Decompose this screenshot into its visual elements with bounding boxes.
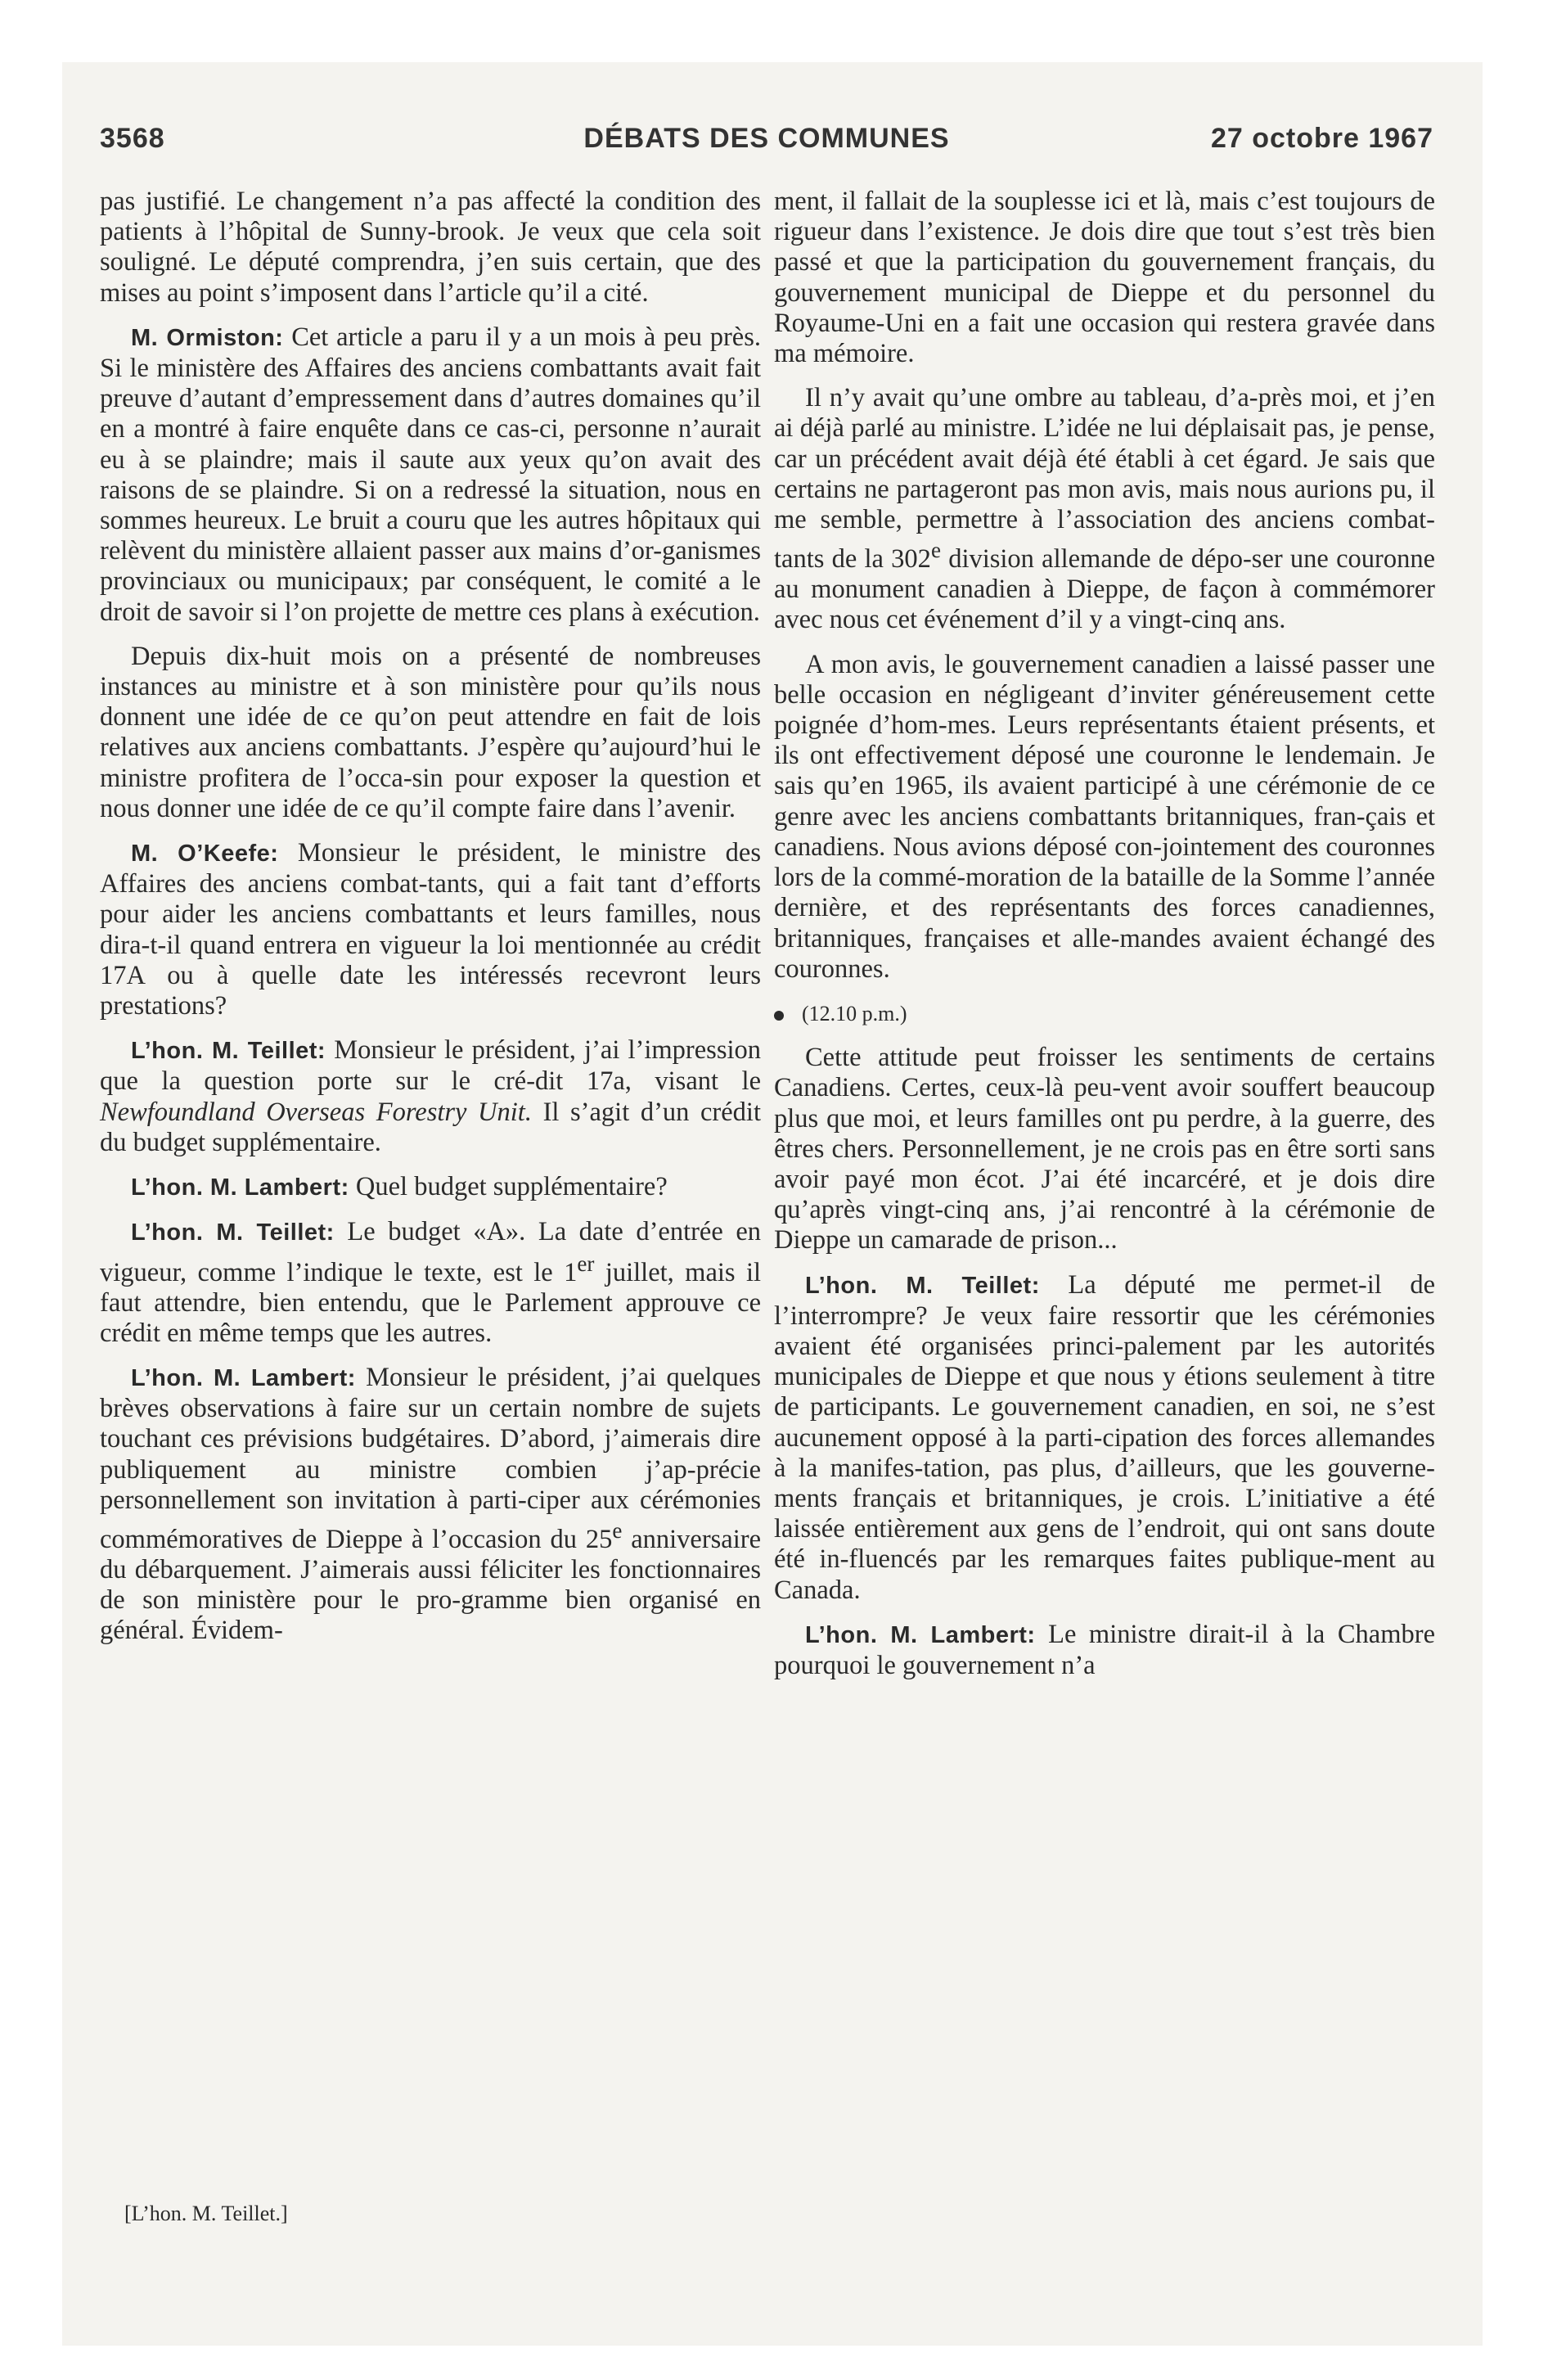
speaker-name: L’hon. M. Lambert: xyxy=(805,1621,1036,1648)
paragraph: M. Ormiston: Cet article a paru il y a un mois à peu près. Si le ministère des Affaires des anciens combattants avait fait preuve d’autant d’empressement dans d’autres domaines qu’il en a montré à faire enquête dans ce cas-ci, personne n’aurait eu à se plaindre; mais il saute aux yeux qu’on avait des raisons de se plaindre. Si on a redressé la situation, nous en sommes heureux. Le bruit a couru que les autres hôpitaux qui relèvent du ministère allaient passer aux mains d’or-ganismes provinciaux ou municipaux; par conséquent, le comité a le droit de savoir si l’on projette de mettre ces plans à exécution. xyxy=(100,322,761,627)
speaker-name: L’hon. M. Teillet: xyxy=(131,1038,326,1065)
paragraph: Il n’y avait qu’une ombre au tableau, d’a-près moi, et j’en ai déjà parlé au ministre. L’idée ne lui déplaisait pas, je pense, car un précédent avait déjà été établi à cet égard. Je sais que certains ne partageront pas mon avis, mais nous aurions pu, il me semble, permettre à l’association des anciens combat-tants de la 302e division allemande de dépo-ser une couronne au monument canadien à Dieppe, de façon à commémorer avec nous cet événement d’il y a vingt-cinq ans. xyxy=(774,383,1435,635)
paragraph: ment, il fallait de la souplesse ici et là, mais c’est toujours de rigueur dans l’existence. Je dois dire que tout s’est très bien passé et que la participation du gouvernement français, du gouvernement municipal de Dieppe et du personnel du Royaume-Uni en a fait une occasion qui restera gravée dans ma mémoire. xyxy=(774,187,1435,369)
speaker-name: M. Ormiston: xyxy=(131,324,284,351)
italic-title: Newfoundland Overseas Forestry Unit. xyxy=(100,1097,532,1127)
right-column xyxy=(774,187,1435,1681)
page-title: DÉBATS DES COMMUNES xyxy=(583,123,950,154)
paragraph: A mon avis, le gouvernement canadien a laissé passer une belle occasion en négligeant d’inviter généreusement cette poignée d’hom-mes. Leurs représentants étaient présents, et ils ont effectivement déposé une couronne le lendemain. Je sais qu’en 1965, ils avaient participé à une cérémonie de ce genre avec les anciens combattants britanniques, fran-çais et canadiens. Nous avions déposé con-jointement des couronnes lors de la commé-moration de la bataille de la Somme l’année dernière, et des représentants des forces canadiennes, britanniques, françaises et alle-mandes avaient échangé des couronnes. xyxy=(774,649,1435,984)
paragraph: L’hon. M. Teillet: Le budget «A». La date d’entrée en vigueur, comme l’indique le texte, est le 1er juillet, mais il faut attendre, bien entendu, que le Parlement approuve ce crédit en même temps que les autres. xyxy=(100,1217,761,1348)
page-header xyxy=(100,123,1433,172)
speaker-name: L’hon. M. Teillet: xyxy=(131,1219,335,1246)
paragraph: Cette attitude peut froisser les sentiments de certains Canadiens. Certes, ceux-là peu-vent avoir souffert beaucoup plus que moi, et leurs familles ont pu perdre, à la guerre, des êtres chers. Personnellement, je ne crois pas en être sorti sans avoir payé mon écot. J’ai été incarcéré, et je dois dire qu’après vingt-cinq ans, j’ai rencontré à la cérémonie de Dieppe un camarade de prison... xyxy=(774,1043,1435,1255)
paragraph: pas justifié. Le changement n’a pas affecté la condition des patients à l’hôpital de Sunny-brook. Je veux que cela soit souligné. Le député comprendra, j’en suis certain, que des mises au point s’imposent dans l’article qu’il a cité. xyxy=(100,187,761,308)
footer-speaker-note: [L’hon. M. Teillet.] xyxy=(124,2202,288,2225)
bullet-icon xyxy=(774,1011,784,1021)
speaker-name: L’hon. M. Teillet: xyxy=(805,1272,1040,1299)
paragraph: L’hon. M. Teillet: Monsieur le président, j’ai l’impression que la question porte sur le cré-dit 17a, visant le Newfoundland Overseas Forestry Unit. Il s’agit d’un crédit du budget supplémentaire. xyxy=(100,1035,761,1157)
speaker-name: L’hon. M. Lambert: xyxy=(131,1364,356,1391)
paragraph: M. O’Keefe: Monsieur le président, le ministre des Affaires des anciens combat-tants, qui a fait tant d’efforts pour aider les anciens combattants et leurs familles, nous dira-t-il quand entrera en vigueur la loi mentionnée au crédit 17A ou à quelle date les intéressés recevront leurs prestations? xyxy=(100,838,762,1021)
left-column xyxy=(100,187,761,1647)
time-marker: (12.10 p.m.) xyxy=(774,998,1435,1029)
paragraph: L’hon. M. Lambert: Le ministre dirait-il à la Chambre pourquoi le gouvernement n’a xyxy=(774,1619,1435,1680)
paragraph: L’hon. M. Lambert: Monsieur le président, j’ai quelques brèves observations à faire sur un certain nombre de sujets touchant ces prévisions budgétaires. D’abord, j’aimerais dire publiquement au ministre combien j’ap-précie personnellement son invitation à parti-ciper aux cérémonies commémoratives de Dieppe à l’occasion du 25e anniversaire du débarquement. J’aimerais aussi féliciter les fonctionnaires de son ministère pour le pro-gramme bien organisé en général. Évidem- xyxy=(100,1362,761,1646)
speaker-name: M. O’Keefe: xyxy=(131,841,279,868)
paragraph: L’hon. M. Lambert: Quel budget supplémentaire? xyxy=(131,1172,668,1202)
paragraph: Depuis dix-huit mois on a présenté de nombreuses instances au ministre et à son ministère pour qu’ils nous donnent une idée de ce qu’on peut attendre en fait de lois relatives aux anciens combattants. J’espère qu’aujourd’hui le ministre profitera de l’occa-sin pour exposer la question et nous donner une idée de ce qu’il compte faire dans l’avenir. xyxy=(100,641,761,823)
page-date: 27 octobre 1967 xyxy=(1210,123,1433,154)
speaker-name: L’hon. M. Lambert: xyxy=(131,1174,349,1201)
paragraph: L’hon. M. Teillet: La député me permet-il de l’interrompre? Je veux faire ressortir que les cérémonies avaient été organisées princi-palement par les autorités municipales de Dieppe et que nous y étions seulement à titre de participants. Le gouvernement canadien, en soi, ne s’est aucunement opposé à la parti-cipation des forces allemandes à la manifes-tation, pas plus, d’ailleurs, que les gouverne-ments français et britanniques, je crois. L’initiative a été laissée entièrement aux gens de l’endroit, qui ont sans doute été in-fluencés par les remarques faites publique-ment au Canada. xyxy=(774,1269,1435,1605)
page-number: 3568 xyxy=(100,123,165,154)
